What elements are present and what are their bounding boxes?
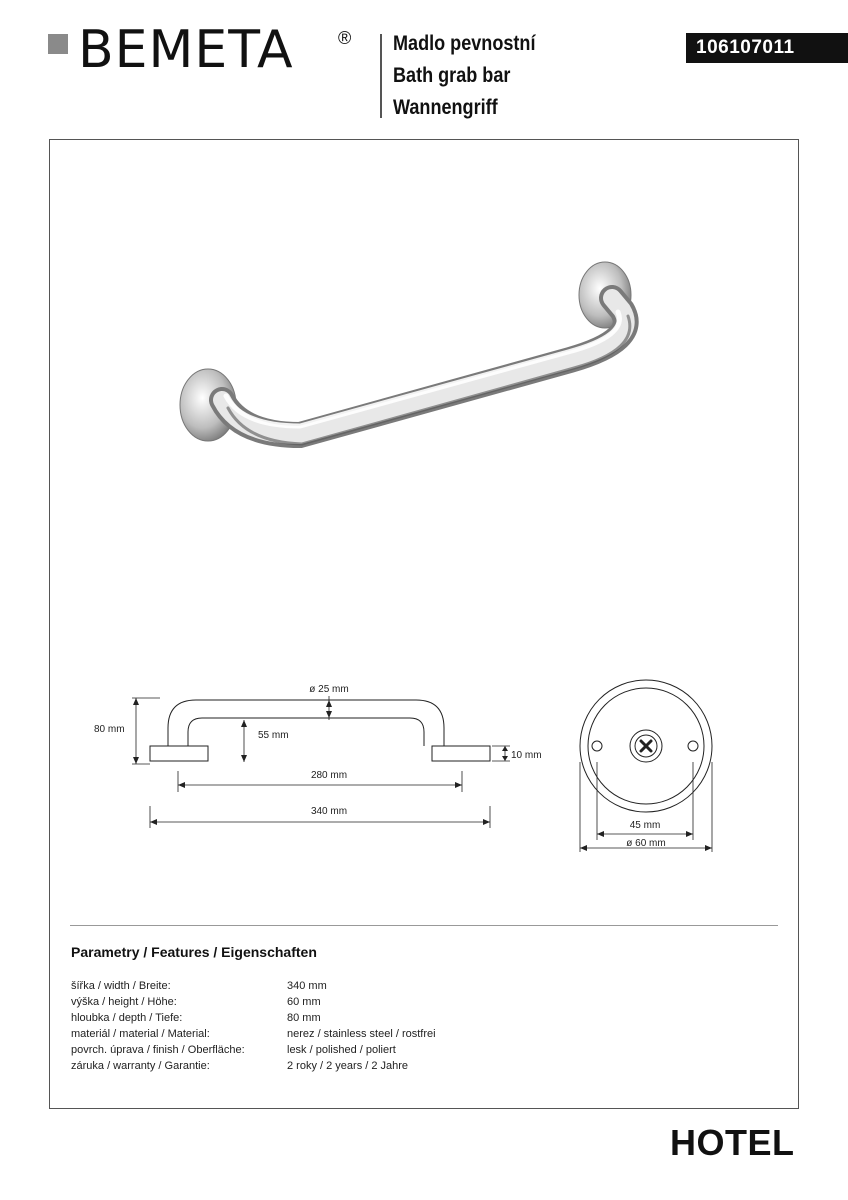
feature-row <box>71 978 436 994</box>
registered-mark: ® <box>338 28 352 48</box>
feature-label: povrch. úprava / finish / Oberfläche: <box>71 1044 245 1056</box>
feature-value: 2 roky / 2 years / 2 Jahre <box>287 1060 409 1072</box>
feature-row <box>71 1026 436 1042</box>
feature-row <box>71 1058 436 1074</box>
dim-hole-spacing: 45 mm <box>629 820 661 831</box>
technical-drawing <box>60 670 800 870</box>
logo-square-mark <box>48 34 68 54</box>
feature-label: materiál / material / Material: <box>71 1028 210 1040</box>
dim-inner-depth: 55 mm <box>258 730 289 741</box>
dim-diameter: ø 25 mm <box>309 684 349 695</box>
product-code: 106107011 <box>686 33 848 63</box>
feature-row <box>71 1010 436 1026</box>
feature-row <box>71 1042 436 1058</box>
feature-label: výška / height / Höhe: <box>71 996 177 1008</box>
product-titles <box>393 28 559 124</box>
feature-value: 60 mm <box>287 996 321 1008</box>
feature-value: 80 mm <box>287 1012 321 1024</box>
feature-label: záruka / warranty / Garantie: <box>71 1060 210 1072</box>
brand-name: BEMETA <box>78 20 294 80</box>
feature-value: 340 mm <box>287 980 327 992</box>
dim-base-thickness: 10 mm <box>511 750 542 761</box>
features-divider <box>70 925 778 926</box>
dim-inner-width: 280 mm <box>310 770 348 781</box>
title-german: Wannengriff <box>393 96 498 119</box>
product-photo <box>170 240 670 470</box>
dim-total-width: 340 mm <box>310 806 348 817</box>
title-divider <box>380 34 382 118</box>
feature-label: šířka / width / Breite: <box>71 980 171 992</box>
title-czech: Madlo pevnostní <box>393 32 536 55</box>
dim-depth: 80 mm <box>94 724 125 735</box>
feature-value: nerez / stainless steel / rostfrei <box>287 1028 436 1040</box>
dim-rosette-diameter: ø 60 mm <box>626 838 666 849</box>
series-name: HOTEL <box>670 1122 795 1163</box>
features-table <box>71 978 436 1074</box>
feature-label: hloubka / depth / Tiefe: <box>71 1012 183 1024</box>
feature-value: lesk / polished / poliert <box>287 1044 396 1056</box>
features-title: Parametry / Features / Eigenschaften <box>71 944 317 960</box>
title-english: Bath grab bar <box>393 64 511 87</box>
feature-row <box>71 994 436 1010</box>
